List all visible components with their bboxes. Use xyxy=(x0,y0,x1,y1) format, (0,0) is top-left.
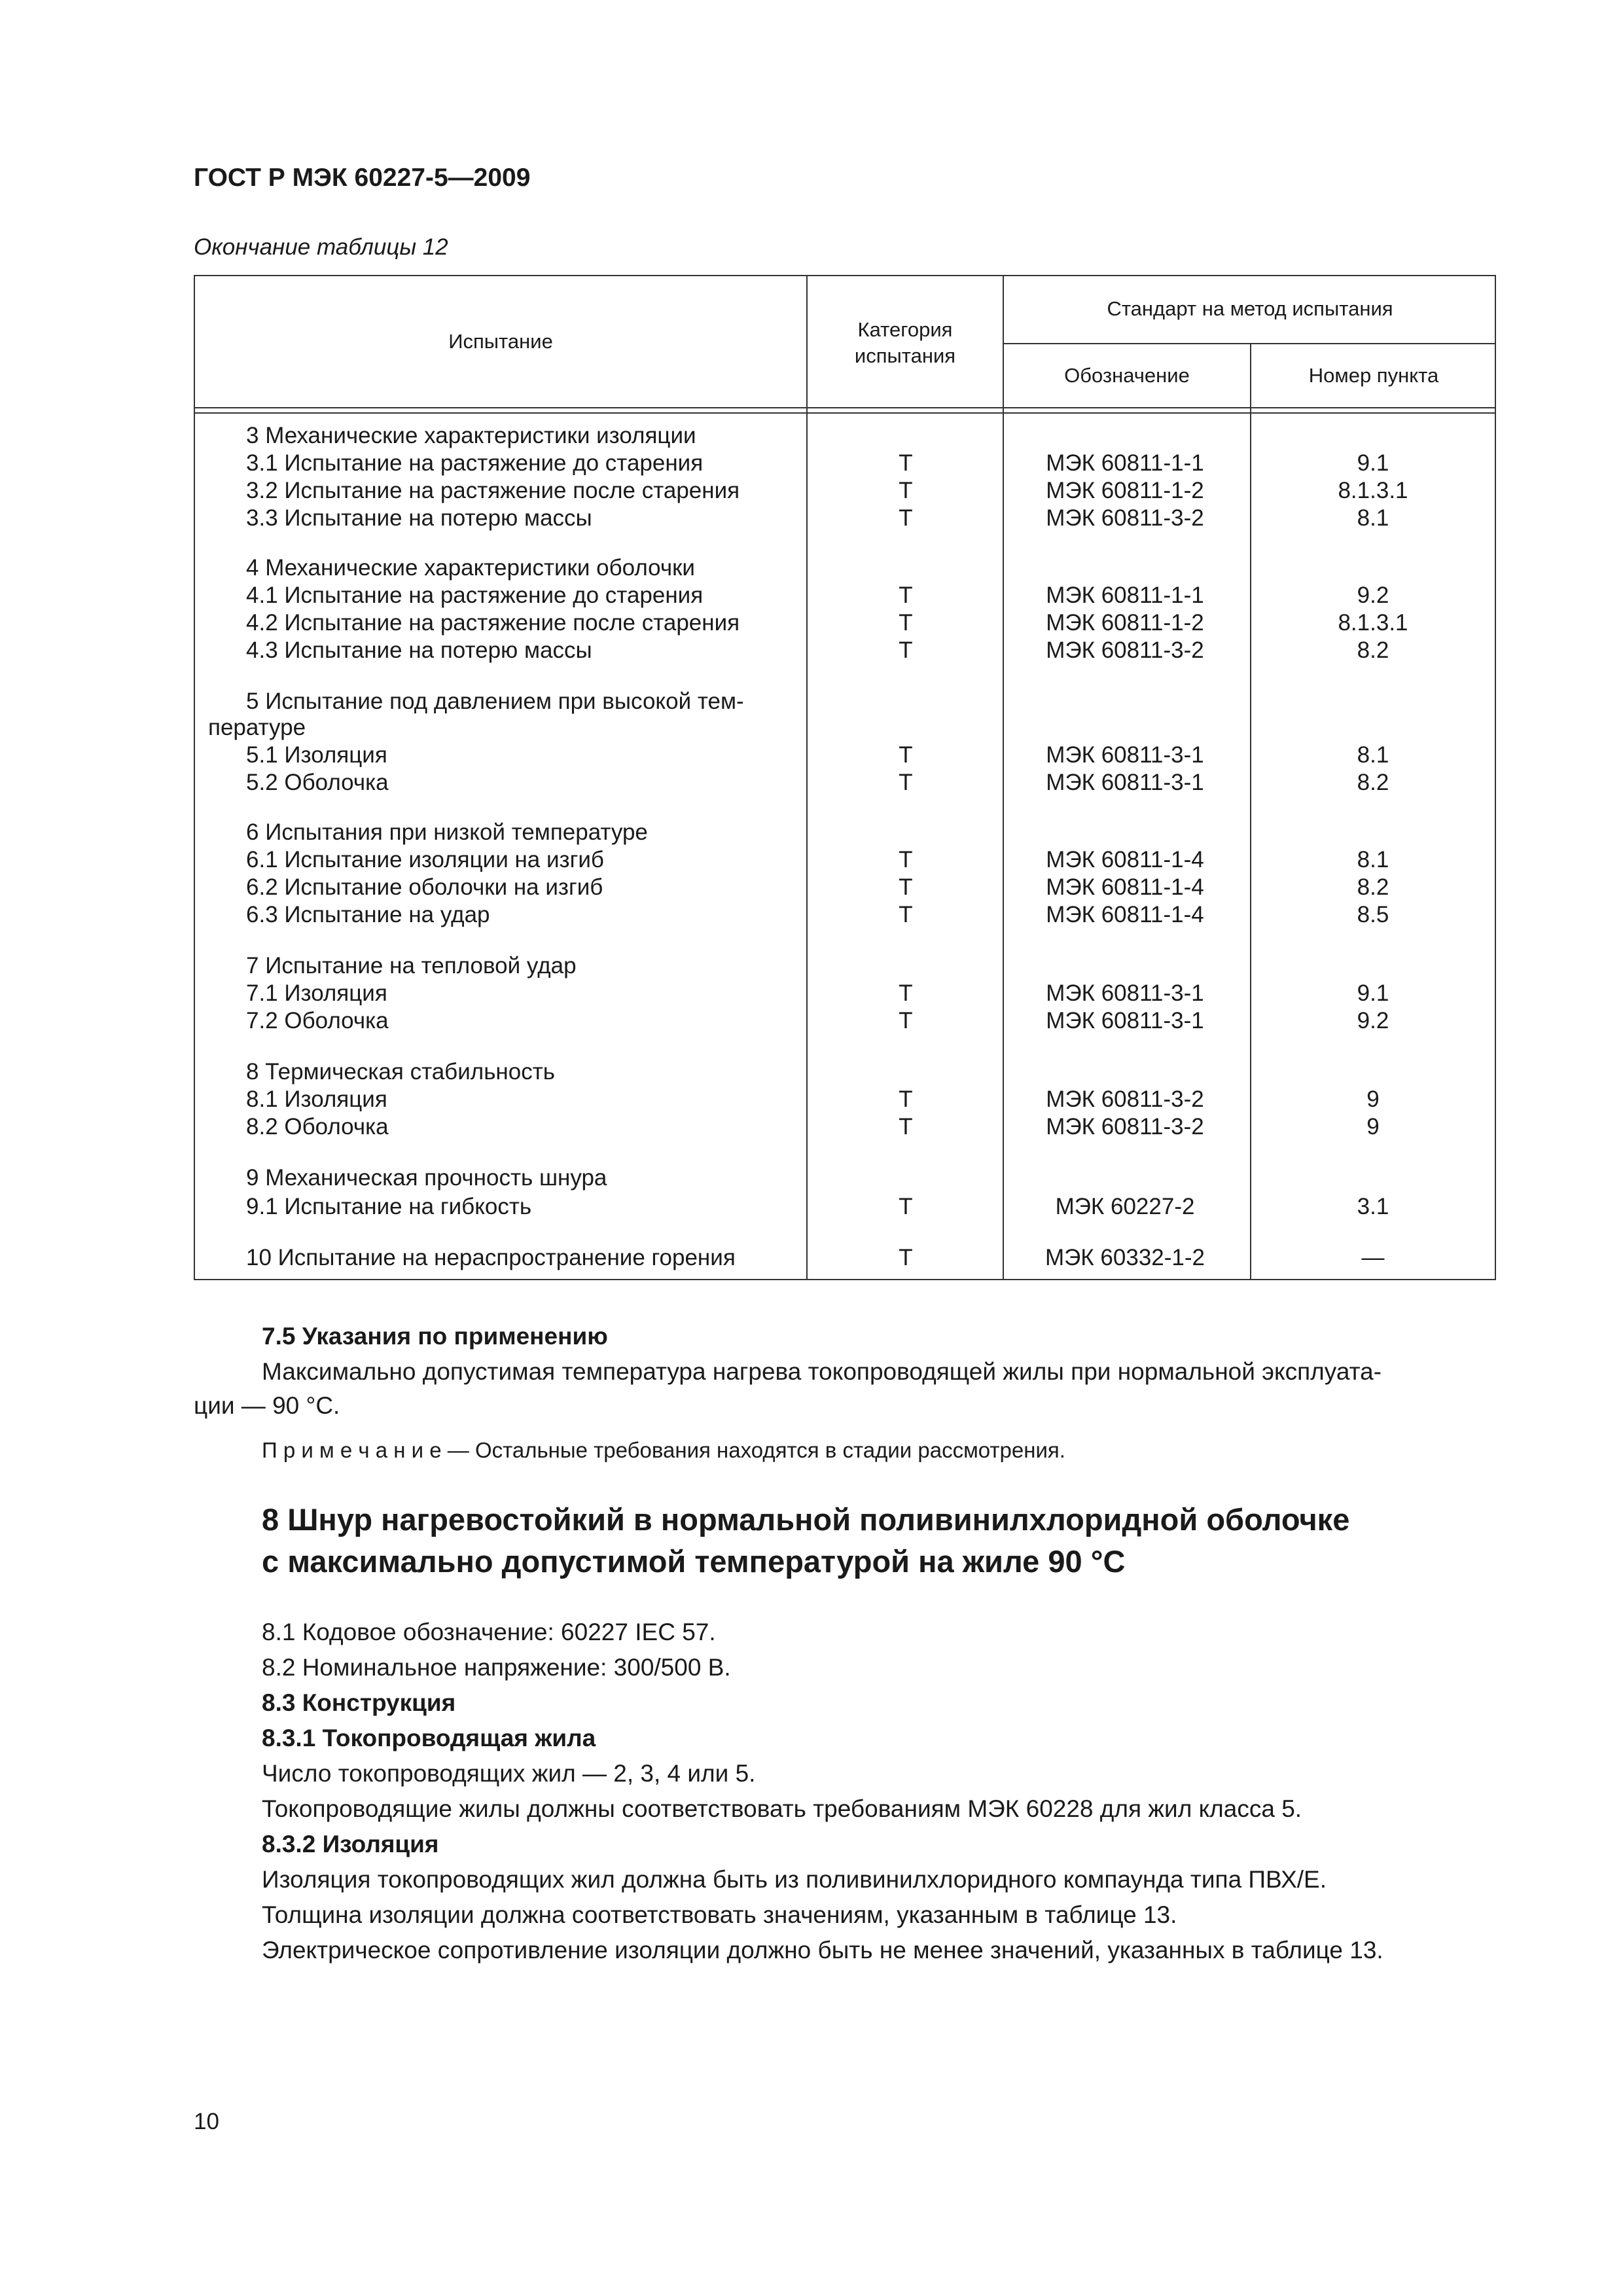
cell-clause: 9.1 xyxy=(1357,450,1389,476)
cell-category: Т xyxy=(899,770,913,795)
cell-test: 3.1 Испытание на растяжение до старения xyxy=(246,450,704,476)
table-row xyxy=(195,952,1495,980)
paragraph-line: ции — 90 °С. xyxy=(194,1392,340,1419)
cell-test: 6.3 Испытание на удар xyxy=(246,902,490,927)
cell-category: Т xyxy=(899,902,913,927)
paragraph-line: 8.2 Номинальное напряжение: 300/500 В. xyxy=(262,1654,731,1681)
table-row xyxy=(195,422,1495,450)
cell-test: 6 Испытания при низкой температуре xyxy=(246,819,648,845)
table-row xyxy=(195,476,1495,505)
cell-test: 5 Испытание под давлением при высокой тем- xyxy=(246,689,744,714)
table-row xyxy=(195,979,1495,1008)
table-divider xyxy=(195,407,1495,408)
cell-test: 7 Испытание на тепловой удар xyxy=(246,953,577,978)
cell-designation: МЭК 60811-3-1 xyxy=(1046,770,1204,795)
cell-category: Т xyxy=(899,847,913,872)
table-divider xyxy=(195,412,1495,414)
cell-test: 4.2 Испытание на растяжение после старения xyxy=(246,610,740,636)
cell-category: Т xyxy=(899,1008,913,1033)
cell-designation: МЭК 60811-1-1 xyxy=(1046,450,1204,476)
cell-test: 10 Испытание на нераспространение горения xyxy=(246,1245,736,1270)
cell-category: Т xyxy=(899,478,913,503)
section-heading: 7.5 Указания по применению xyxy=(262,1323,608,1350)
cell-category: Т xyxy=(899,505,913,531)
table-row xyxy=(195,687,1495,716)
page-number: 10 xyxy=(194,2109,219,2134)
table-row xyxy=(195,741,1495,770)
table-row xyxy=(195,873,1495,902)
cell-designation: МЭК 60811-3-1 xyxy=(1046,980,1204,1006)
header-standard: Стандарт на метод испытания xyxy=(1107,297,1393,320)
cell-clause: 9.2 xyxy=(1357,583,1389,608)
cell-category: Т xyxy=(899,742,913,768)
cell-test: 5.1 Изоляция xyxy=(246,742,387,768)
chapter-title: 8 Шнур нагревостойкий в нормальной поливинилхлоридной оболочке xyxy=(262,1502,1350,1537)
header-category-line1: Категория xyxy=(857,318,953,341)
cell-category: Т xyxy=(899,980,913,1006)
cell-designation: МЭК 60332-1-2 xyxy=(1045,1245,1205,1270)
table-row xyxy=(195,846,1495,874)
paragraph-line: Электрическое сопротивление изоляции должно быть не менее значений, указанных в таблице 13. xyxy=(262,1937,1383,1964)
cell-test: 3.3 Испытание на потерю массы xyxy=(246,505,592,531)
cell-designation: МЭК 60811-3-2 xyxy=(1046,637,1204,663)
table-row xyxy=(195,1193,1495,1221)
note-text: — Остальные требования находятся в стадии рассмотрения. xyxy=(441,1438,1065,1462)
chapter-title: с максимально допустимой температурой на жиле 90 °С xyxy=(262,1544,1126,1579)
cell-clause: 9.2 xyxy=(1357,1008,1389,1033)
cell-designation: МЭК 60811-1-4 xyxy=(1046,847,1204,872)
table-divider xyxy=(1003,343,1495,344)
cell-clause: 8.1 xyxy=(1357,847,1389,872)
table-row xyxy=(195,901,1495,929)
cell-designation: МЭК 60811-1-1 xyxy=(1046,583,1204,608)
cell-category: Т xyxy=(899,583,913,608)
cell-clause: 9 xyxy=(1366,1086,1380,1112)
subsection-heading: 8.3.2 Изоляция xyxy=(262,1831,439,1857)
cell-category: Т xyxy=(899,874,913,900)
table-row xyxy=(195,1164,1495,1193)
subsection-heading: 8.3 Конструкция xyxy=(262,1689,456,1716)
paragraph-line: Число токопроводящих жил — 2, 3, 4 или 5. xyxy=(262,1760,756,1787)
test-table xyxy=(194,275,1496,1280)
cell-clause: 8.1.3.1 xyxy=(1338,610,1408,636)
table-row xyxy=(195,1244,1495,1272)
cell-category: Т xyxy=(899,450,913,476)
header-designation: Обозначение xyxy=(1064,364,1190,387)
cell-designation: МЭК 60811-3-1 xyxy=(1046,1008,1204,1033)
cell-category: Т xyxy=(899,637,913,663)
cell-test: 8.1 Изоляция xyxy=(246,1086,387,1112)
table-row xyxy=(195,504,1495,533)
header-category-line2: испытания xyxy=(854,344,956,368)
cell-test: 7.2 Оболочка xyxy=(246,1008,389,1033)
table-row xyxy=(195,1113,1495,1141)
cell-test: пературе xyxy=(208,715,306,740)
cell-category: Т xyxy=(899,1245,913,1270)
cell-clause: 8.5 xyxy=(1357,902,1389,927)
cell-test: 9.1 Испытание на гибкость xyxy=(246,1194,532,1219)
cell-designation: МЭК 60811-3-1 xyxy=(1046,742,1204,768)
cell-test: 3 Механические характеристики изоляции xyxy=(246,423,696,448)
cell-designation: МЭК 60811-3-2 xyxy=(1046,505,1204,531)
paragraph-line: Токопроводящие жилы должны соответствовать требованиям МЭК 60228 для жил класса 5. xyxy=(262,1795,1302,1822)
cell-clause: 8.1.3.1 xyxy=(1338,478,1408,503)
cell-clause: — xyxy=(1361,1245,1385,1270)
cell-test: 4.1 Испытание на растяжение до старения xyxy=(246,583,704,608)
cell-test: 8 Термическая стабильность xyxy=(246,1059,555,1085)
cell-category: Т xyxy=(899,1194,913,1219)
table-row xyxy=(195,581,1495,610)
note xyxy=(262,1433,1065,1467)
cell-test: 8.2 Оболочка xyxy=(246,1114,389,1139)
table-row xyxy=(195,609,1495,637)
cell-test: 9 Механическая прочность шнура xyxy=(246,1165,607,1191)
cell-clause: 8.2 xyxy=(1357,770,1389,795)
cell-designation: МЭК 60811-1-2 xyxy=(1046,610,1204,636)
header-test: Испытание xyxy=(448,330,553,353)
table-row xyxy=(195,1085,1495,1114)
cell-clause: 3.1 xyxy=(1357,1194,1389,1219)
cell-clause: 9 xyxy=(1366,1114,1380,1139)
table-row xyxy=(195,713,1495,742)
note-label: П р и м е ч а н и е xyxy=(262,1438,442,1462)
table-row xyxy=(195,818,1495,847)
header-clause: Номер пункта xyxy=(1308,364,1439,387)
cell-clause: 8.2 xyxy=(1357,874,1389,900)
paragraph-line: Изоляция токопроводящих жил должна быть из поливинилхлоридного компаунда типа ПВХ/Е. xyxy=(262,1866,1327,1893)
cell-clause: 9.1 xyxy=(1357,980,1389,1006)
cell-designation: МЭК 60227-2 xyxy=(1055,1194,1195,1219)
table-row xyxy=(195,768,1495,797)
cell-test: 5.2 Оболочка xyxy=(246,770,389,795)
cell-test: 6.2 Испытание оболочки на изгиб xyxy=(246,874,603,900)
cell-designation: МЭК 60811-1-2 xyxy=(1046,478,1204,503)
cell-category: Т xyxy=(899,610,913,636)
cell-test: 3.2 Испытание на растяжение после старения xyxy=(246,478,740,503)
subsection-heading: 8.3.1 Токопроводящая жила xyxy=(262,1725,596,1751)
cell-category: Т xyxy=(899,1114,913,1139)
table-caption: Окончание таблицы 12 xyxy=(194,234,448,260)
cell-clause: 8.1 xyxy=(1357,742,1389,768)
table-row xyxy=(195,1058,1495,1086)
cell-designation: МЭК 60811-3-2 xyxy=(1046,1086,1204,1112)
table-row xyxy=(195,554,1495,583)
cell-designation: МЭК 60811-1-4 xyxy=(1046,902,1204,927)
table-row xyxy=(195,449,1495,478)
cell-clause: 8.1 xyxy=(1357,505,1389,531)
paragraph-line: Максимально допустимая температура нагрева токопроводящей жилы при нормальной эксплуата- xyxy=(262,1358,1382,1385)
paragraph-line: 8.1 Кодовое обозначение: 60227 IEC 57. xyxy=(262,1619,716,1645)
cell-category: Т xyxy=(899,1086,913,1112)
table-row xyxy=(195,1007,1495,1035)
cell-test: 4 Механические характеристики оболочки xyxy=(246,555,695,581)
table-row xyxy=(195,636,1495,665)
cell-clause: 8.2 xyxy=(1357,637,1389,663)
cell-test: 7.1 Изоляция xyxy=(246,980,387,1006)
cell-test: 6.1 Испытание изоляции на изгиб xyxy=(246,847,604,872)
document-code: ГОСТ Р МЭК 60227-5—2009 xyxy=(194,164,531,192)
header-category xyxy=(808,317,1003,370)
cell-designation: МЭК 60811-3-2 xyxy=(1046,1114,1204,1139)
cell-designation: МЭК 60811-1-4 xyxy=(1046,874,1204,900)
paragraph-line: Толщина изоляции должна соответствовать значениям, указанным в таблице 13. xyxy=(262,1901,1177,1928)
cell-test: 4.3 Испытание на потерю массы xyxy=(246,637,592,663)
